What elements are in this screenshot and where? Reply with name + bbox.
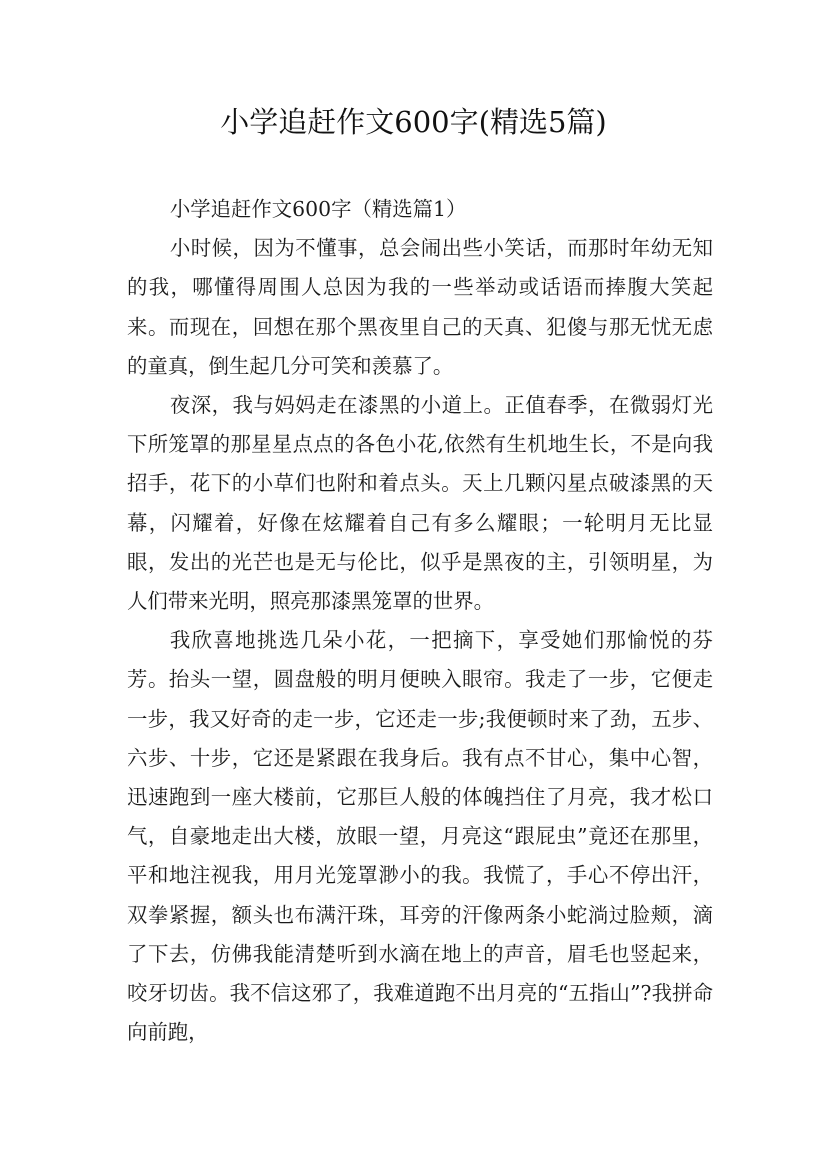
document-body	[127, 190, 713, 1052]
paragraph-3: 我欣喜地挑选几朵小花，一把摘下，享受她们那愉悦的芬芳。抬头一望，圆盘般的明月便映入眼帘。我走了一步，它便走一步，我又好奇的走一步，它还走一步;我便顿时来了劲，五步、六步、十步，它还是紧跟在我身后。我有点不甘心，集中心智，迅速跑到一座大楼前，它那巨人般的体魄挡住了月亮，我才松口气，自豪地走出大楼，放眼一望，月亮这“跟屁虫”竟还在那里，平和地注视我，用月光笼罩渺小的我。我慌了，手心不停出汗，双拳紧握，额头也布满汗珠，耳旁的汗像两条小蛇淌过脸颊，滴了下去，仿佛我能清楚听到水滴在地上的声音，眉毛也竖起来，咬牙切齿。我不信这邪了，我难道跑不出月亮的“五指山”?我拼命向前跑，	[127, 628, 713, 1045]
paragraph-2: 夜深，我与妈妈走在漆黑的小道上。正值春季，在微弱灯光下所笼罩的那星星点点的各色小花,依然有生机地生长，不是向我招手，花下的小草们也附和着点头。天上几颗闪星点破漆黑的天幕，闪耀着，好像在炫耀着自己有多么耀眼；一轮明月无比显眼，发出的光芒也是无与伦比，似乎是黑夜的主，引领明星，为人们带来光明，照亮那漆黑笼罩的世界。	[127, 393, 713, 614]
document-title: 小学追赶作文600字(精选5篇)	[220, 105, 607, 139]
paragraph-1: 小时候，因为不懂事，总会闹出些小笑话，而那时年幼无知的我，哪懂得周围人总因为我的一些举动或话语而捧腹大笑起来。而现在，回想在那个黑夜里自己的天真、犯傻与那无忧无虑的童真，倒生起几分可笑和羡慕了。	[127, 236, 713, 378]
section-heading: 小学追赶作文600字（精选篇1）	[169, 197, 467, 221]
